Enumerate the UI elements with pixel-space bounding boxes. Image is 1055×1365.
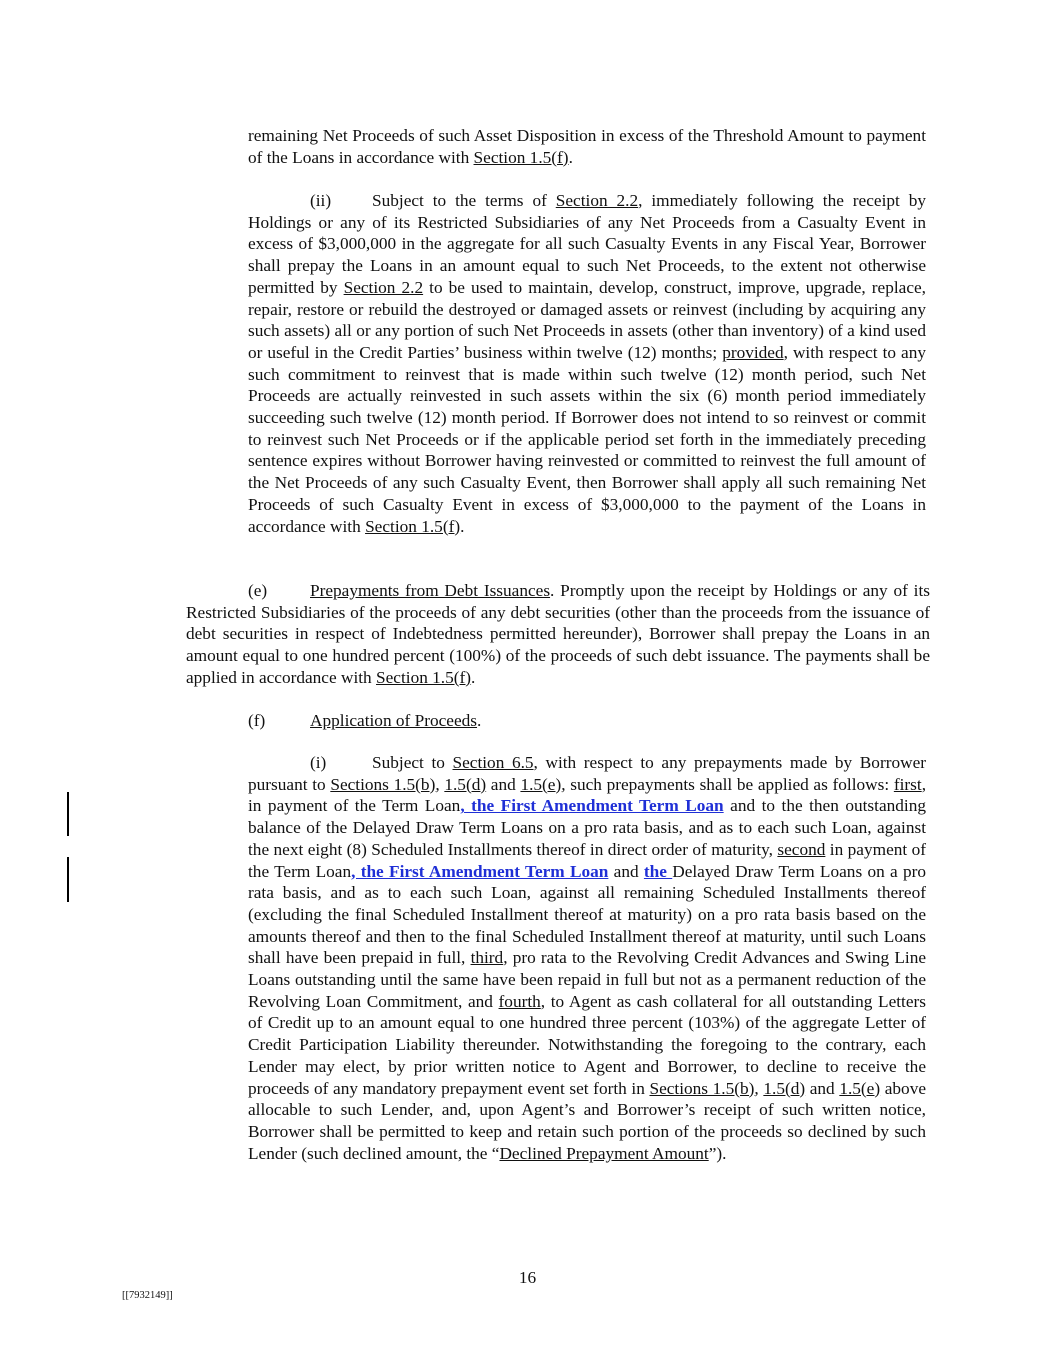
- paragraph-number: (f): [248, 711, 266, 730]
- section-heading: Prepayments from Debt Issuances: [310, 581, 551, 600]
- cross-reference: 1.5(d): [763, 1078, 806, 1098]
- page-number: 16: [518, 1268, 537, 1287]
- defined-term: third: [470, 948, 504, 968]
- text-run: Subject to the terms of: [372, 191, 556, 210]
- text-run: ,: [435, 774, 445, 794]
- cross-reference: Sections 1.5(b): [330, 774, 436, 794]
- text-run: to be used to maintain, develop, construct, improve, upgrade, replace, repair, restore or rebuild the destroyed or damaged assets or reinvest (including by acquiring any such assets) all or any portion of such Net Proceeds in assets (other than inventory) of a kind used or useful in the Credit Parties’ business within twelve (12) months;: [248, 277, 926, 362]
- paragraph-i: [248, 752, 926, 1164]
- text-run: and: [608, 861, 644, 881]
- text-run: , pro rata to the Revolving Credit Advances and Swing Line Loans outstanding until the same have been repaid in full but not as a permanent reduction of the Revolving Loan Commitment, and: [248, 948, 927, 1011]
- text-run: in payment of the Term Loan: [248, 839, 926, 881]
- cross-reference: Sections 1.5(b): [649, 1078, 755, 1098]
- cross-reference: 1.5(d): [444, 774, 487, 794]
- text-run: and: [805, 1078, 840, 1098]
- tracked-insertion: , the First Amendment Term Loan: [460, 796, 724, 816]
- paragraph-continuation: [248, 125, 926, 168]
- text-run: , with respect to any prepayments made by Borrower pursuant to: [248, 753, 926, 794]
- cross-reference: 1.5(e): [520, 774, 562, 794]
- cross-reference: Section 1.5(f): [365, 516, 461, 536]
- defined-term: fourth: [498, 991, 541, 1011]
- cross-reference: Section 6.5: [452, 753, 534, 772]
- text-run: remaining Net Proceeds of such Asset Disposition in excess of the Threshold Amount to payment of the Loans in accordance with: [248, 126, 926, 167]
- text-run: , immediately following the receipt by Holdings or any of its Restricted Subsidiaries of any Net Proceeds from a Casualty Event in excess of $3,000,000 in the aggregate for all such Casualty Events in any Fiscal Year, Borrower shall prepay the Loans in an amount equal to such Net Proceeds, to the extent not otherwise permitted by: [248, 191, 927, 297]
- text-run: .: [471, 667, 476, 687]
- paragraph-number: (i): [310, 753, 327, 772]
- document-id: [[7932149]]: [122, 1290, 173, 1301]
- section-heading: Application of Proceeds: [310, 711, 478, 730]
- text-run: , with respect to any such commitment to reinvest that is made within such twelve (12) month period, such Net Proceeds are actually reinvested in such assets within the six (6) month period immediately succeeding such twelve (12) month period. If Borrower does not intend to so reinvest or commit to reinvest such Net Proceeds or if the applicable period set forth in the immediately preceding sentence expires without Borrower having reinvested or committed to reinvest the full amount of the Net Proceeds of any such Casualty Event, then Borrower shall apply all such remaining Net Proceeds of such Casualty Event in excess of $3,000,000 to the payment of the Loans in accordance with: [248, 342, 927, 536]
- text-run: and to the then outstanding balance of the Delayed Draw Term Loans on a pro rata basis, and as to each such Loan, against the next eight (8) Scheduled Installments thereof in direct order of maturity,: [248, 796, 926, 859]
- cross-reference: Section 2.2: [343, 277, 424, 297]
- text-run: ”).: [708, 1143, 727, 1163]
- text-run: ,: [754, 1078, 764, 1098]
- text-run: , to Agent as cash collateral for all outstanding Letters of Credit up to an amount equal to one hundred three percent (103%) of the aggregate Letter of Credit Participation Liability thereunder. Notwithstanding the foregoing to the contrary, each Lender may elect, by prior written notice to Agent and Borrower, to decline to receive the proceeds of any mandatory prepayment event set forth in: [248, 991, 926, 1098]
- text-run: above allocable to such Lender, and, upon Agent’s and Borrower’s receipt of such written notice, Borrower shall be permitted to keep and retain such portion of the proceeds so declined by such Lender (such declined amount, the “: [248, 1078, 927, 1163]
- cross-reference: Section 1.5(f): [376, 667, 472, 687]
- text-run: Subject to: [372, 753, 453, 772]
- text-run: and: [486, 774, 521, 794]
- text-run: , in payment of the Term Loan: [248, 774, 927, 816]
- change-bar: [67, 792, 69, 836]
- cross-reference: Section 2.2: [555, 191, 639, 210]
- defined-term: provided: [722, 342, 784, 362]
- change-bar: [67, 857, 69, 902]
- defined-term: first: [893, 774, 922, 794]
- tracked-insertion: , the First Amendment Term Loan: [351, 861, 609, 881]
- text-run: , such prepayments shall be applied as follows:: [561, 774, 894, 794]
- text-run: .: [460, 516, 465, 536]
- paragraph-f: [186, 710, 930, 732]
- paragraph-number: (e): [248, 581, 268, 600]
- defined-term: second: [777, 839, 826, 859]
- text-run: Delayed Draw Term Loans on a pro rata basis, and as to each such Loan, against all remaining Scheduled Installments thereof (excluding the final Scheduled Installment thereof at maturity) on a pro rata basis based on the amounts thereof and then to the final Scheduled Installment thereof at maturity, until such Loans shall have been prepaid in full,: [248, 861, 926, 968]
- paragraph-e: [186, 580, 930, 689]
- text-run: .: [568, 147, 573, 167]
- text-run: . Promptly upon the receipt by Holdings or any of its Restricted Subsidiaries of the proceeds of any debt securities (other than the proceeds from the issuance of debt securities in respect of Indebtedness permitted hereunder), Borrower shall prepay the Loans in an amount equal to one hundred percent (100%) of the proceeds of such debt issuance. The payments shall be applied in accordance with: [186, 581, 930, 687]
- paragraph-ii: [248, 190, 926, 537]
- defined-term: Declined Prepayment Amount: [499, 1143, 709, 1163]
- cross-reference: Section 1.5(f): [473, 147, 569, 167]
- tracked-insertion: the: [643, 861, 673, 881]
- text-run: .: [477, 711, 482, 730]
- cross-reference: 1.5(e): [839, 1078, 881, 1098]
- paragraph-number: (ii): [310, 191, 332, 210]
